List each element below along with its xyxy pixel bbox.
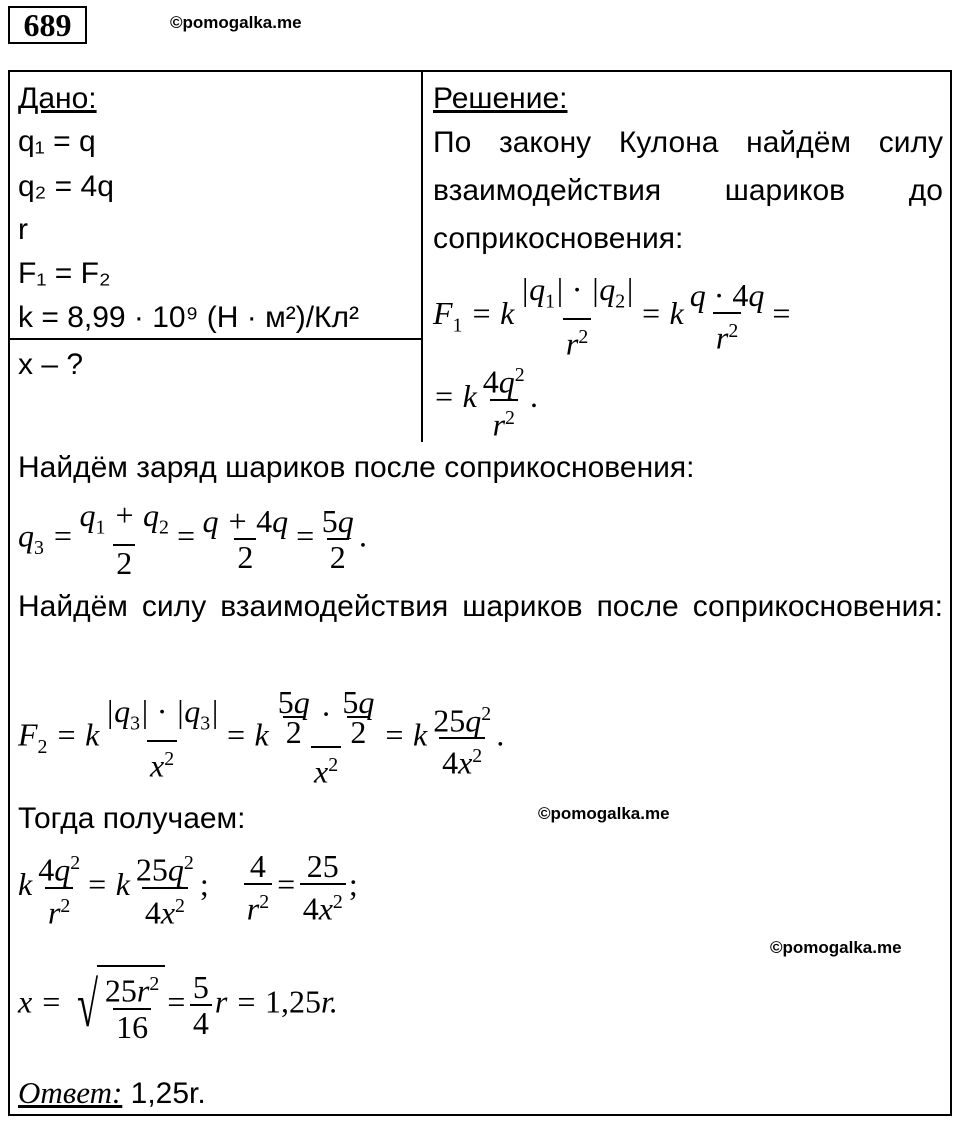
- given-item-q2: q₂ = 4q: [18, 170, 114, 203]
- then-text: Тогда получаем:: [18, 802, 246, 835]
- watermark-middle: ©pomogalka.me: [538, 804, 670, 823]
- given-item-forces: F₁ = F₂: [18, 257, 111, 290]
- column-divider: [421, 70, 423, 442]
- watermark-bottom: ©pomogalka.me: [770, 938, 902, 957]
- formula-q3: $q_3$ = $\frac{q_1 + q_2}{2}$ = $\frac{q + 4q}{2}$ = $\frac{5q}{2}$ .: [18, 497, 368, 582]
- formula-x: x = √ $\frac{25r^2}{16}$ = $\frac{5}{4}$ r = 1,25r.: [18, 965, 338, 1045]
- given-item-q1: q₁ = q: [18, 125, 96, 158]
- charge-text: Найдём заряд шариков после соприкосновения:: [18, 451, 695, 484]
- given-item-r: r: [18, 213, 28, 246]
- answer-label: Ответ:: [18, 1075, 123, 1110]
- formula-f1: $F_1 = k$ $\frac{|q_1| \cdot |q_2|}{r^2}$ = k $\frac{q \cdot 4q}{r^2}$ =: [433, 271, 792, 363]
- solution-title: Решение:: [433, 82, 568, 115]
- problem-number: 689: [8, 6, 87, 44]
- formula-f1-cont: = k $\frac{4q^2}{r^2}$ .: [433, 363, 539, 443]
- watermark-top: ©pomogalka.me: [170, 13, 302, 32]
- force-text: Найдём силу взаимодействия шариков после соприкосновения:: [18, 590, 943, 623]
- answer-value: 1,25r.: [130, 1077, 206, 1110]
- answer-line: [18, 1070, 206, 1116]
- solution-intro: По закону Кулона найдём силу взаимодействия шариков до соприкосновения:: [433, 126, 943, 255]
- given-item-k: k = 8,99 · 10⁹ (Н · м²)/Кл²: [18, 301, 360, 334]
- given-find: x – ?: [18, 348, 84, 381]
- formula-equation: k $\frac{4q^2}{r^2}$ = k $\frac{25q^2}{4x^2}$ ; $\frac{4}{r^2}$ = $\frac{25}{4x^2}$ ;: [18, 848, 358, 931]
- formula-f2: $F_2 = k$ $\frac{|q_3| \cdot |q_3|}{x^2}$ = k $\frac{5q}{2}$ · $\frac{5q}{2}$ $x^2$ = k $\frac{25q^2}{4x^2}$ .: [18, 684, 506, 790]
- given-title: Дано:: [18, 82, 97, 115]
